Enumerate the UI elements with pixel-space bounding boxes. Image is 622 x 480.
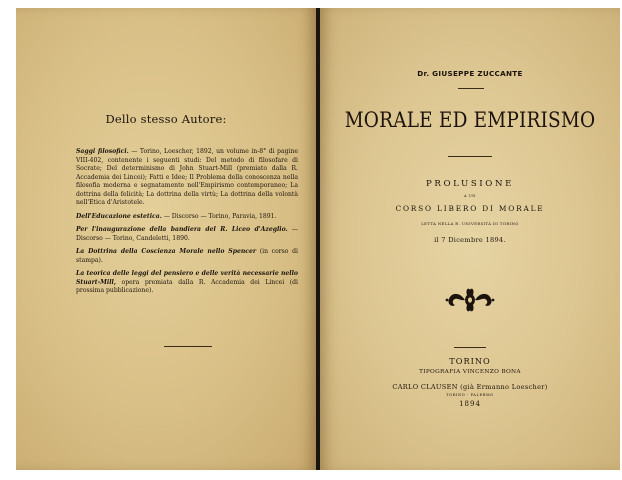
works-list — [76, 148, 298, 301]
title-page — [320, 8, 620, 470]
subtitle-connector: A UN — [464, 194, 476, 198]
work-title: La teorica delle leggi del pensiero e delle verità necessarie nello Stuart-Mill, — [76, 270, 298, 286]
work-entry — [76, 248, 298, 265]
other-works-heading: Dello stesso Autore: — [105, 112, 227, 126]
work-details: opera premiata dalla R. Accademia dei Lincei (di prossima pubblicazione). — [76, 278, 298, 294]
divider-rule — [454, 347, 486, 348]
publisher-name: CARLO CLAUSEN (già Ermanno Loescher) — [392, 383, 548, 391]
divider-rule — [448, 156, 492, 157]
work-title: La Dottrina della Coscienza Morale nello Spencer — [76, 248, 257, 255]
publication-city: TORINO — [449, 356, 491, 366]
work-details: — Discorso — Torino, Paravia, 1891. — [161, 212, 277, 220]
work-entry — [76, 226, 298, 243]
work-title: Dell'Educazione estetica. — [76, 212, 162, 220]
book-title: MORALE ED EMPIRISMO — [344, 108, 596, 132]
book-subtitle: PROLUSIONE — [426, 179, 514, 189]
left-page — [16, 8, 316, 470]
work-entry — [76, 270, 298, 296]
closing-rule — [164, 346, 212, 347]
course-name: CORSO LIBERO DI MORALE — [395, 204, 545, 213]
work-details: (in corso di stampa). — [76, 248, 299, 264]
work-title: Saggi filosofici. — [76, 148, 129, 155]
printer-name: TIPOGRAFIA VINCENZO BONA — [419, 369, 521, 375]
author-name: Dr. GIUSEPPE ZUCCANTE — [417, 69, 523, 78]
printer-ornament-icon — [445, 287, 495, 313]
work-details: — Discorso — Torino, Candeletti, 1890. — [76, 226, 299, 242]
publication-year: 1894 — [459, 400, 481, 408]
divider-rule — [458, 88, 484, 89]
publisher-cities: TORINO - PALERMO — [446, 393, 494, 397]
venue-line: LETTA NELLA R. UNIVERSITÀ DI TORINO — [421, 221, 519, 226]
work-title: Per l'inaugurazione della bandiera del R. Liceo d'Azeglio. — [76, 226, 288, 233]
work-entry — [76, 148, 298, 208]
work-entry — [76, 213, 298, 222]
book-spread — [16, 8, 620, 470]
work-details: — Torino, Loescher, 1892, un volume in-8° di pagine VIII-402, contenente i seguenti studi: Del metodo di filosofare di Socrate; Del determinismo di John Stuart-Mill (premiato dalla R. Accademia dei Lincei); Fatti e Idee; Il Problema della conoscenza nella filosofia moderna e segnatamente nell'Empirismo contemporaneo; La dottrina della felicità; La dottrina della virtù; La dottrina della volontà nell'Etica d'Aristotele. — [76, 148, 298, 206]
lecture-date: il 7 Dicembre 1894. — [434, 236, 506, 244]
